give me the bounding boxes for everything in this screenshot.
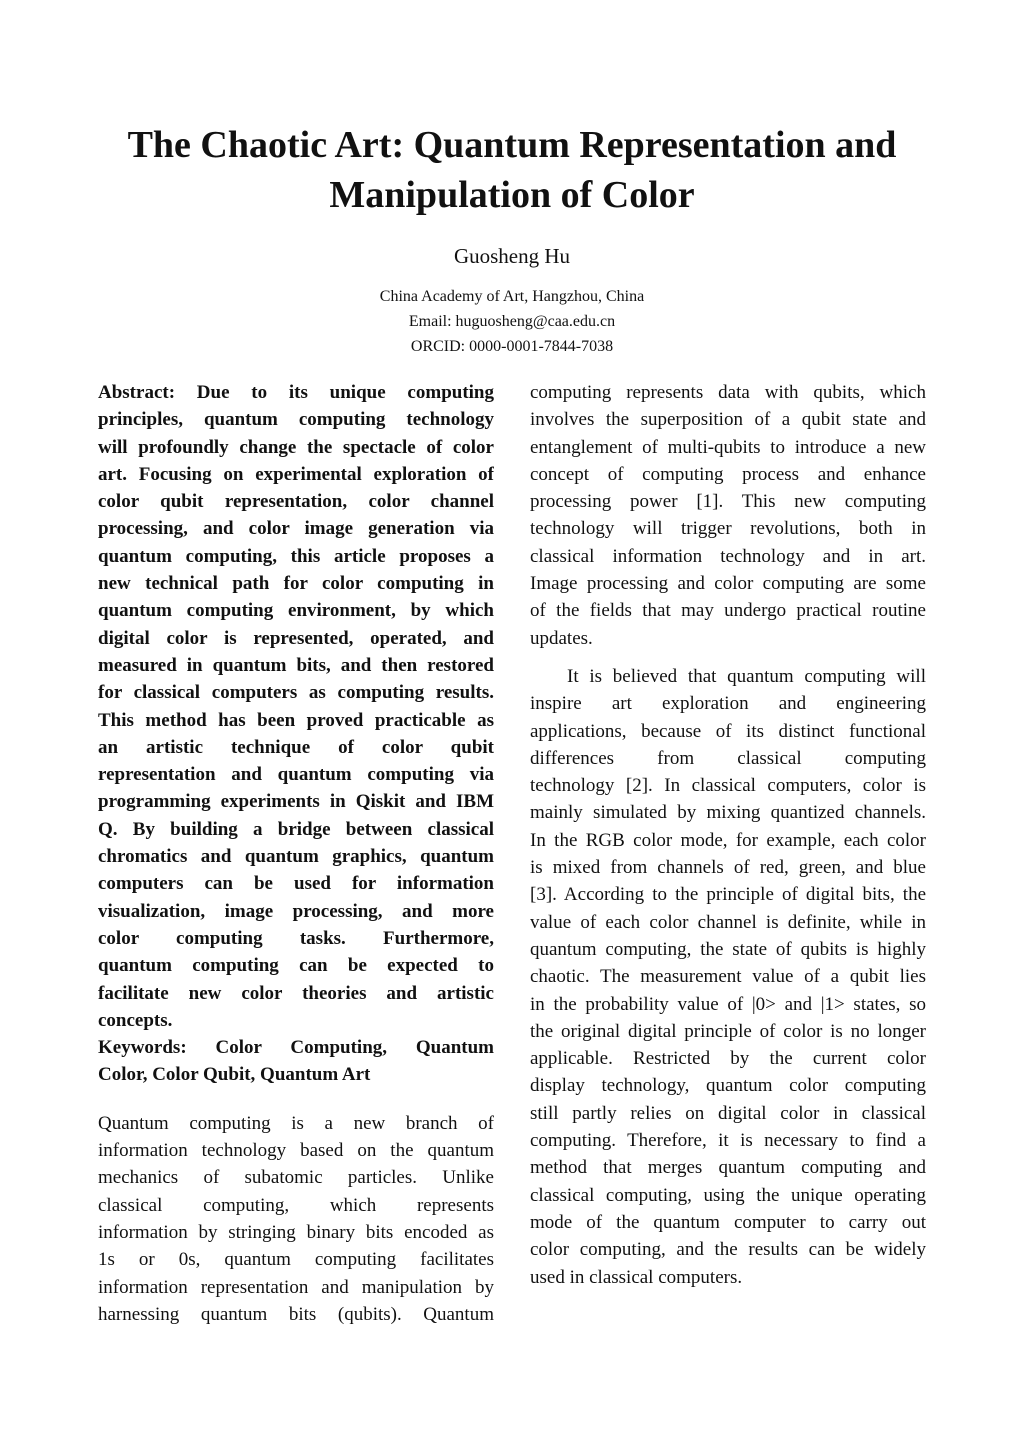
text-line: Q. By building a bridge between classical: [98, 818, 494, 840]
text-line: Color, Color Qubit, Quantum Art: [98, 1064, 371, 1086]
text-line: will profoundly change the spectacle of color: [98, 436, 494, 458]
paragraph-gap: [530, 652, 926, 663]
text-line: the original digital principle of color is no longer: [530, 1020, 926, 1042]
text-line: information representation and manipulation by: [98, 1276, 494, 1298]
text-line: still partly relies on digital color in classical: [530, 1102, 926, 1124]
text-line: chaotic. The measurement value of a qubit lies: [530, 966, 926, 988]
text-line: concepts.: [98, 1009, 173, 1031]
email: Email: huguosheng@caa.edu.cn: [408, 313, 616, 330]
text-line: applications, because of its distinct functional: [530, 720, 926, 742]
text-line: quantum computing, this article proposes a: [98, 545, 494, 567]
text-line: digital color is represented, operated, and: [98, 627, 494, 649]
text-line: mainly simulated by mixing quantized channels.: [530, 802, 926, 824]
text-line: color computing tasks. Furthermore,: [98, 927, 494, 949]
text-line: In the RGB color mode, for example, each color: [530, 829, 926, 851]
text-line: 1s or 0s, quantum computing facilitates: [98, 1249, 494, 1271]
text-line: is mixed from channels of red, green, and blue: [530, 857, 926, 879]
text-line: color qubit representation, color channel: [98, 491, 494, 513]
text-line: Image processing and color computing are some: [530, 573, 926, 595]
text-line: inspire art exploration and engineering: [530, 693, 926, 715]
text-line: [3]. According to the principle of digital bits, the: [530, 884, 926, 906]
text-line: art. Focusing on experimental exploration of: [98, 463, 494, 485]
text-line: for classical computers as computing results.: [98, 682, 494, 704]
text-line: quantum computing, the state of qubits is highly: [530, 938, 926, 960]
text-line: updates.: [530, 627, 593, 649]
text-line: This method has been proved practicable as: [98, 709, 494, 731]
text-line: processing, and color image generation via: [98, 518, 494, 540]
abstract: [98, 379, 494, 1034]
text-line: in the probability value of |0> and |1> states, so: [530, 993, 926, 1015]
text-line: method that merges quantum computing and: [530, 1157, 926, 1179]
text-line: new technical path for color computing in: [98, 573, 494, 595]
affiliation-block: [0, 284, 1024, 359]
text-line: information by stringing binary bits encoded as: [98, 1221, 494, 1243]
text-line: mode of the quantum computer to carry out: [530, 1211, 926, 1233]
text-line: quantum computing can be expected to: [98, 955, 494, 977]
second-paragraph: [530, 663, 926, 1291]
affiliation: China Academy of Art, Hangzhou, China: [379, 288, 645, 305]
text-line: concept of computing process and enhance: [530, 463, 926, 485]
text-line: color computing, and the results can be widely: [530, 1239, 926, 1261]
right-column: [530, 379, 926, 1291]
text-line: applicable. Restricted by the current color: [530, 1048, 926, 1070]
text-line: quantum computing environment, by which: [98, 600, 494, 622]
paragraph-gap: [98, 1089, 494, 1110]
text-line: technology [2]. In classical computers, color is: [530, 775, 926, 797]
text-line: mechanics of subatomic particles. Unlike: [98, 1167, 494, 1189]
text-line: chromatics and quantum graphics, quantum: [98, 846, 494, 868]
text-line: Abstract: Due to its unique computing: [98, 382, 494, 403]
text-line: It is believed that quantum computing will: [567, 665, 926, 687]
text-line: display technology, quantum color computing: [530, 1075, 926, 1097]
text-line: information technology based on the quantum: [98, 1140, 494, 1162]
text-line: representation and quantum computing via: [98, 764, 494, 786]
title-line: The Chaotic Art: Quantum Representation and: [127, 124, 897, 166]
text-line: programming experiments in Qiskit and IBM: [98, 791, 494, 813]
orcid: ORCID: 0000-0001-7844-7038: [410, 338, 614, 355]
text-line: visualization, image processing, and more: [98, 900, 494, 922]
text-line: computing represents data with qubits, which: [530, 382, 926, 403]
text-line: Keywords: Color Computing, Quantum: [98, 1037, 494, 1059]
text-line: involves the superposition of a qubit state and: [530, 409, 926, 431]
text-line: technology will trigger revolutions, both in: [530, 518, 926, 540]
text-line: of the fields that may undergo practical routine: [530, 600, 926, 622]
text-line: differences from classical computing: [530, 747, 926, 769]
paper-title: [0, 120, 1024, 220]
intro-paragraph: [98, 1110, 494, 1328]
text-line: harnessing quantum bits (qubits). Quantum: [98, 1303, 494, 1325]
text-line: entanglement of multi-qubits to introduce a new: [530, 436, 926, 458]
text-line: classical computing, which represents: [98, 1194, 494, 1216]
text-line: an artistic technique of color qubit: [98, 736, 494, 758]
text-line: computing. Therefore, it is necessary to find a: [530, 1130, 926, 1152]
text-line: classical information technology and in art.: [530, 545, 926, 567]
keywords: [98, 1034, 494, 1089]
text-line: value of each color channel is definite, while in: [530, 911, 926, 933]
intro-paragraph-continued: [530, 379, 926, 652]
text-line: measured in quantum bits, and then restored: [98, 654, 494, 676]
text-line: used in classical computers.: [530, 1266, 743, 1288]
text-line: facilitate new color theories and artistic: [98, 982, 494, 1004]
text-line: Quantum computing is a new branch of: [98, 1112, 494, 1134]
text-line: principles, quantum computing technology: [98, 409, 494, 431]
text-line: classical computing, using the unique operating: [530, 1184, 926, 1206]
author-name: Guosheng Hu: [453, 244, 571, 268]
text-line: computers can be used for information: [98, 873, 494, 895]
left-column: [98, 379, 494, 1328]
text-line: processing power [1]. This new computing: [530, 491, 926, 513]
title-line: Manipulation of Color: [329, 174, 695, 216]
